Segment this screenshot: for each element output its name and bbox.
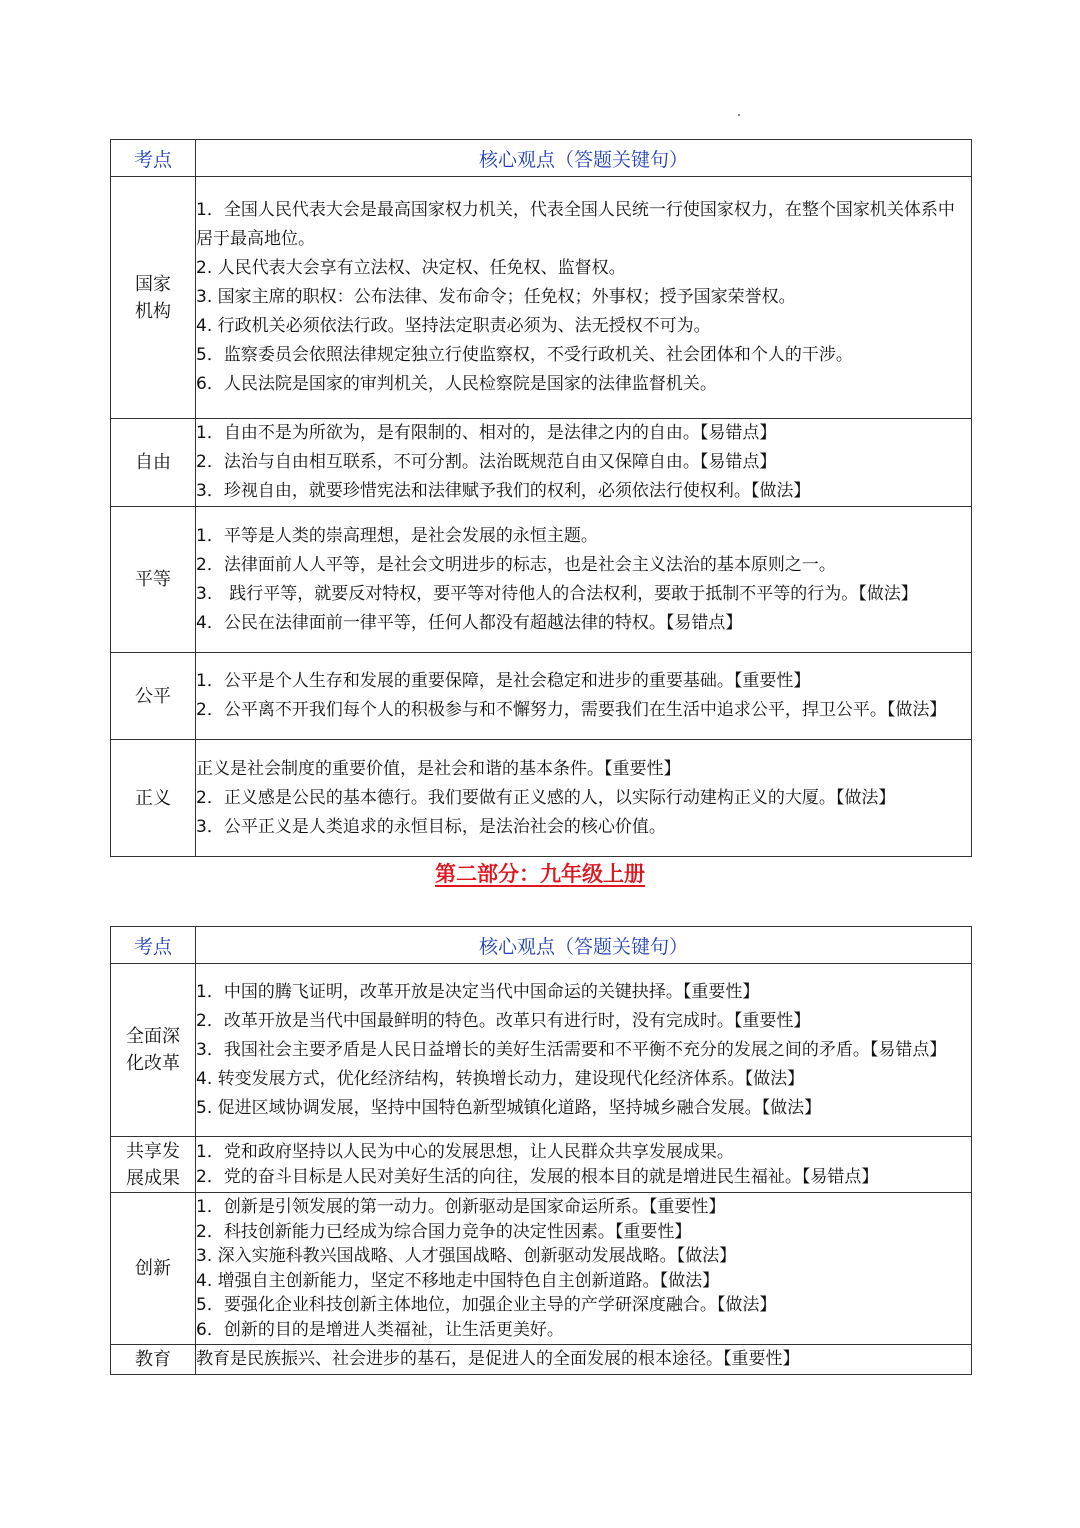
section-title: 第二部分：九年级上册	[435, 862, 645, 886]
table-row	[111, 964, 972, 1137]
header-topic: 考点	[111, 927, 196, 964]
point: 2．公平离不开我们每个人的积极参与和不懈努力，需要我们在生活中追求公平，捍卫公平。【做法】	[196, 700, 947, 720]
topic-label: 国家机构	[135, 273, 171, 322]
point: 3．公平正义是人类追求的永恒目标，是法治社会的核心价值。	[196, 816, 666, 837]
header-topic: 考点	[111, 140, 196, 177]
table-row	[111, 1137, 972, 1193]
table-row	[111, 419, 972, 507]
point: 3．珍视自由，就要珍惜宪法和法律赋予我们的权利，必须依法行使权利。【做法】	[196, 481, 811, 501]
header-core: 核心观点（答题关键句）	[196, 927, 972, 964]
point: 2．改革开放是当代中国最鲜明的特色。改革只有进行时，没有完成时。【重要性】	[196, 1010, 811, 1031]
point: 1．中国的腾飞证明，改革开放是决定当代中国命运的关键抉择。【重要性】	[196, 981, 760, 1002]
points-cell	[196, 1193, 972, 1345]
topic-cell: 创新	[111, 1193, 196, 1345]
point: 3. 深入实施科教兴国战略、人才强国战略、创新驱动发展战略。【做法】	[196, 1246, 737, 1266]
point: 4. 增强自主创新能力，坚定不移地走中国特色自主创新道路。【做法】	[196, 1270, 720, 1291]
topic-cell	[111, 177, 196, 419]
table-row	[111, 740, 972, 857]
point: 2. 人民代表大会享有立法权、决定权、任免权、监督权。	[196, 258, 626, 278]
header-core: 核心观点（答题关键句）	[196, 140, 972, 177]
key-points-table-2	[110, 926, 972, 1375]
points-cell	[196, 177, 972, 419]
points-cell	[196, 419, 972, 507]
point: 1．创新是引领发展的第一动力。创新驱动是国家命运所系。【重要性】	[196, 1197, 726, 1217]
point: 1．自由不是为所欲为，是有限制的、相对的，是法律之内的自由。【易错点】	[196, 423, 777, 443]
point: 3．我国社会主要矛盾是人民日益增长的美好生活需要和不平衡不充分的发展之间的矛盾。【易错点】	[196, 1039, 947, 1060]
table-row	[111, 653, 972, 740]
points-cell	[196, 740, 972, 857]
topic-cell: 自由	[111, 419, 196, 507]
point: 5. 促进区域协调发展，坚持中国特色新型城镇化道路，坚持城乡融合发展。【做法】	[196, 1097, 822, 1118]
point: 5．要强化企业科技创新主体地位，加强企业主导的产学研深度融合。【做法】	[196, 1295, 777, 1315]
point: 6．创新的目的是增进人类福祉，让生活更美好。	[196, 1319, 564, 1340]
points-cell	[196, 653, 972, 740]
point: 1．党和政府坚持以人民为中心的发展思想，让人民群众共享发展成果。	[196, 1142, 734, 1162]
table-row	[111, 507, 972, 653]
point: 2．法律面前人人平等，是社会文明进步的标志，也是社会主义法治的基本原则之一。	[196, 554, 836, 575]
topic-label: 共享发展成果	[126, 1140, 180, 1189]
points-cell	[196, 964, 972, 1137]
point: 1．公平是个人生存和发展的重要保障，是社会稳定和进步的重要基础。【重要性】	[196, 671, 811, 691]
topic-cell: 正义	[111, 740, 196, 857]
table-row	[111, 1193, 972, 1345]
topic-label: 全面深化改革	[126, 1026, 180, 1074]
points-cell	[196, 1137, 972, 1193]
point: 正义是社会制度的重要价值，是社会和谐的基本条件。【重要性】	[196, 758, 681, 779]
key-points-table-1	[110, 139, 972, 857]
point: 4. 行政机关必须依法行政。坚持法定职责必须为、法无授权不可为。	[196, 316, 711, 336]
point: 4．公民在法律面前一律平等，任何人都没有超越法律的特权。【易错点】	[196, 612, 743, 633]
table-header-row	[111, 927, 972, 964]
point: 2．正义感是公民的基本德行。我们要做有正义感的人，以实际行动建构正义的大厦。【做法】	[196, 787, 896, 808]
point: 3. 践行平等，就要反对特权，要平等对待他人的合法权利，要敢于抵制不平等的行为。【做法】	[196, 583, 918, 604]
point: 6．人民法院是国家的审判机关，人民检察院是国家的法律监督机关。	[196, 374, 717, 394]
topic-cell: 公平	[111, 653, 196, 740]
point: 2．科技创新能力已经成为综合国力竞争的决定性因素。【重要性】	[196, 1221, 692, 1242]
table-row	[111, 1345, 972, 1375]
speck	[738, 114, 740, 116]
topic-cell	[111, 1137, 196, 1193]
point: 教育是民族振兴、社会进步的基石，是促进人的全面发展的根本途径。【重要性】	[196, 1349, 800, 1369]
topic-cell: 平等	[111, 507, 196, 653]
points-cell	[196, 1345, 972, 1375]
topic-cell: 教育	[111, 1345, 196, 1375]
topic-cell	[111, 964, 196, 1137]
point: 1．平等是人类的崇高理想，是社会发展的永恒主题。	[196, 525, 598, 546]
point: 5．监察委员会依照法律规定独立行使监察权，不受行政机关、社会团体和个人的干涉。	[196, 345, 853, 365]
point: 1．全国人民代表大会是最高国家权力机关，代表全国人民统一行使国家权力，在整个国家机关体系中居于最高地位。	[196, 200, 955, 249]
table-row	[111, 177, 972, 419]
point: 4. 转变发展方式，优化经济结构，转换增长动力，建设现代化经济体系。【做法】	[196, 1068, 805, 1089]
point: 2．法治与自由相互联系，不可分割。法治既规范自由又保障自由。【易错点】	[196, 452, 777, 472]
points-cell	[196, 507, 972, 653]
point: 2．党的奋斗目标是人民对美好生活的向往，发展的根本目的就是增进民生福祉。【易错点】	[196, 1166, 879, 1187]
table-header-row	[111, 140, 972, 177]
point: 3. 国家主席的职权：公布法律、发布命令；任免权；外事权；授予国家荣誉权。	[196, 287, 796, 307]
